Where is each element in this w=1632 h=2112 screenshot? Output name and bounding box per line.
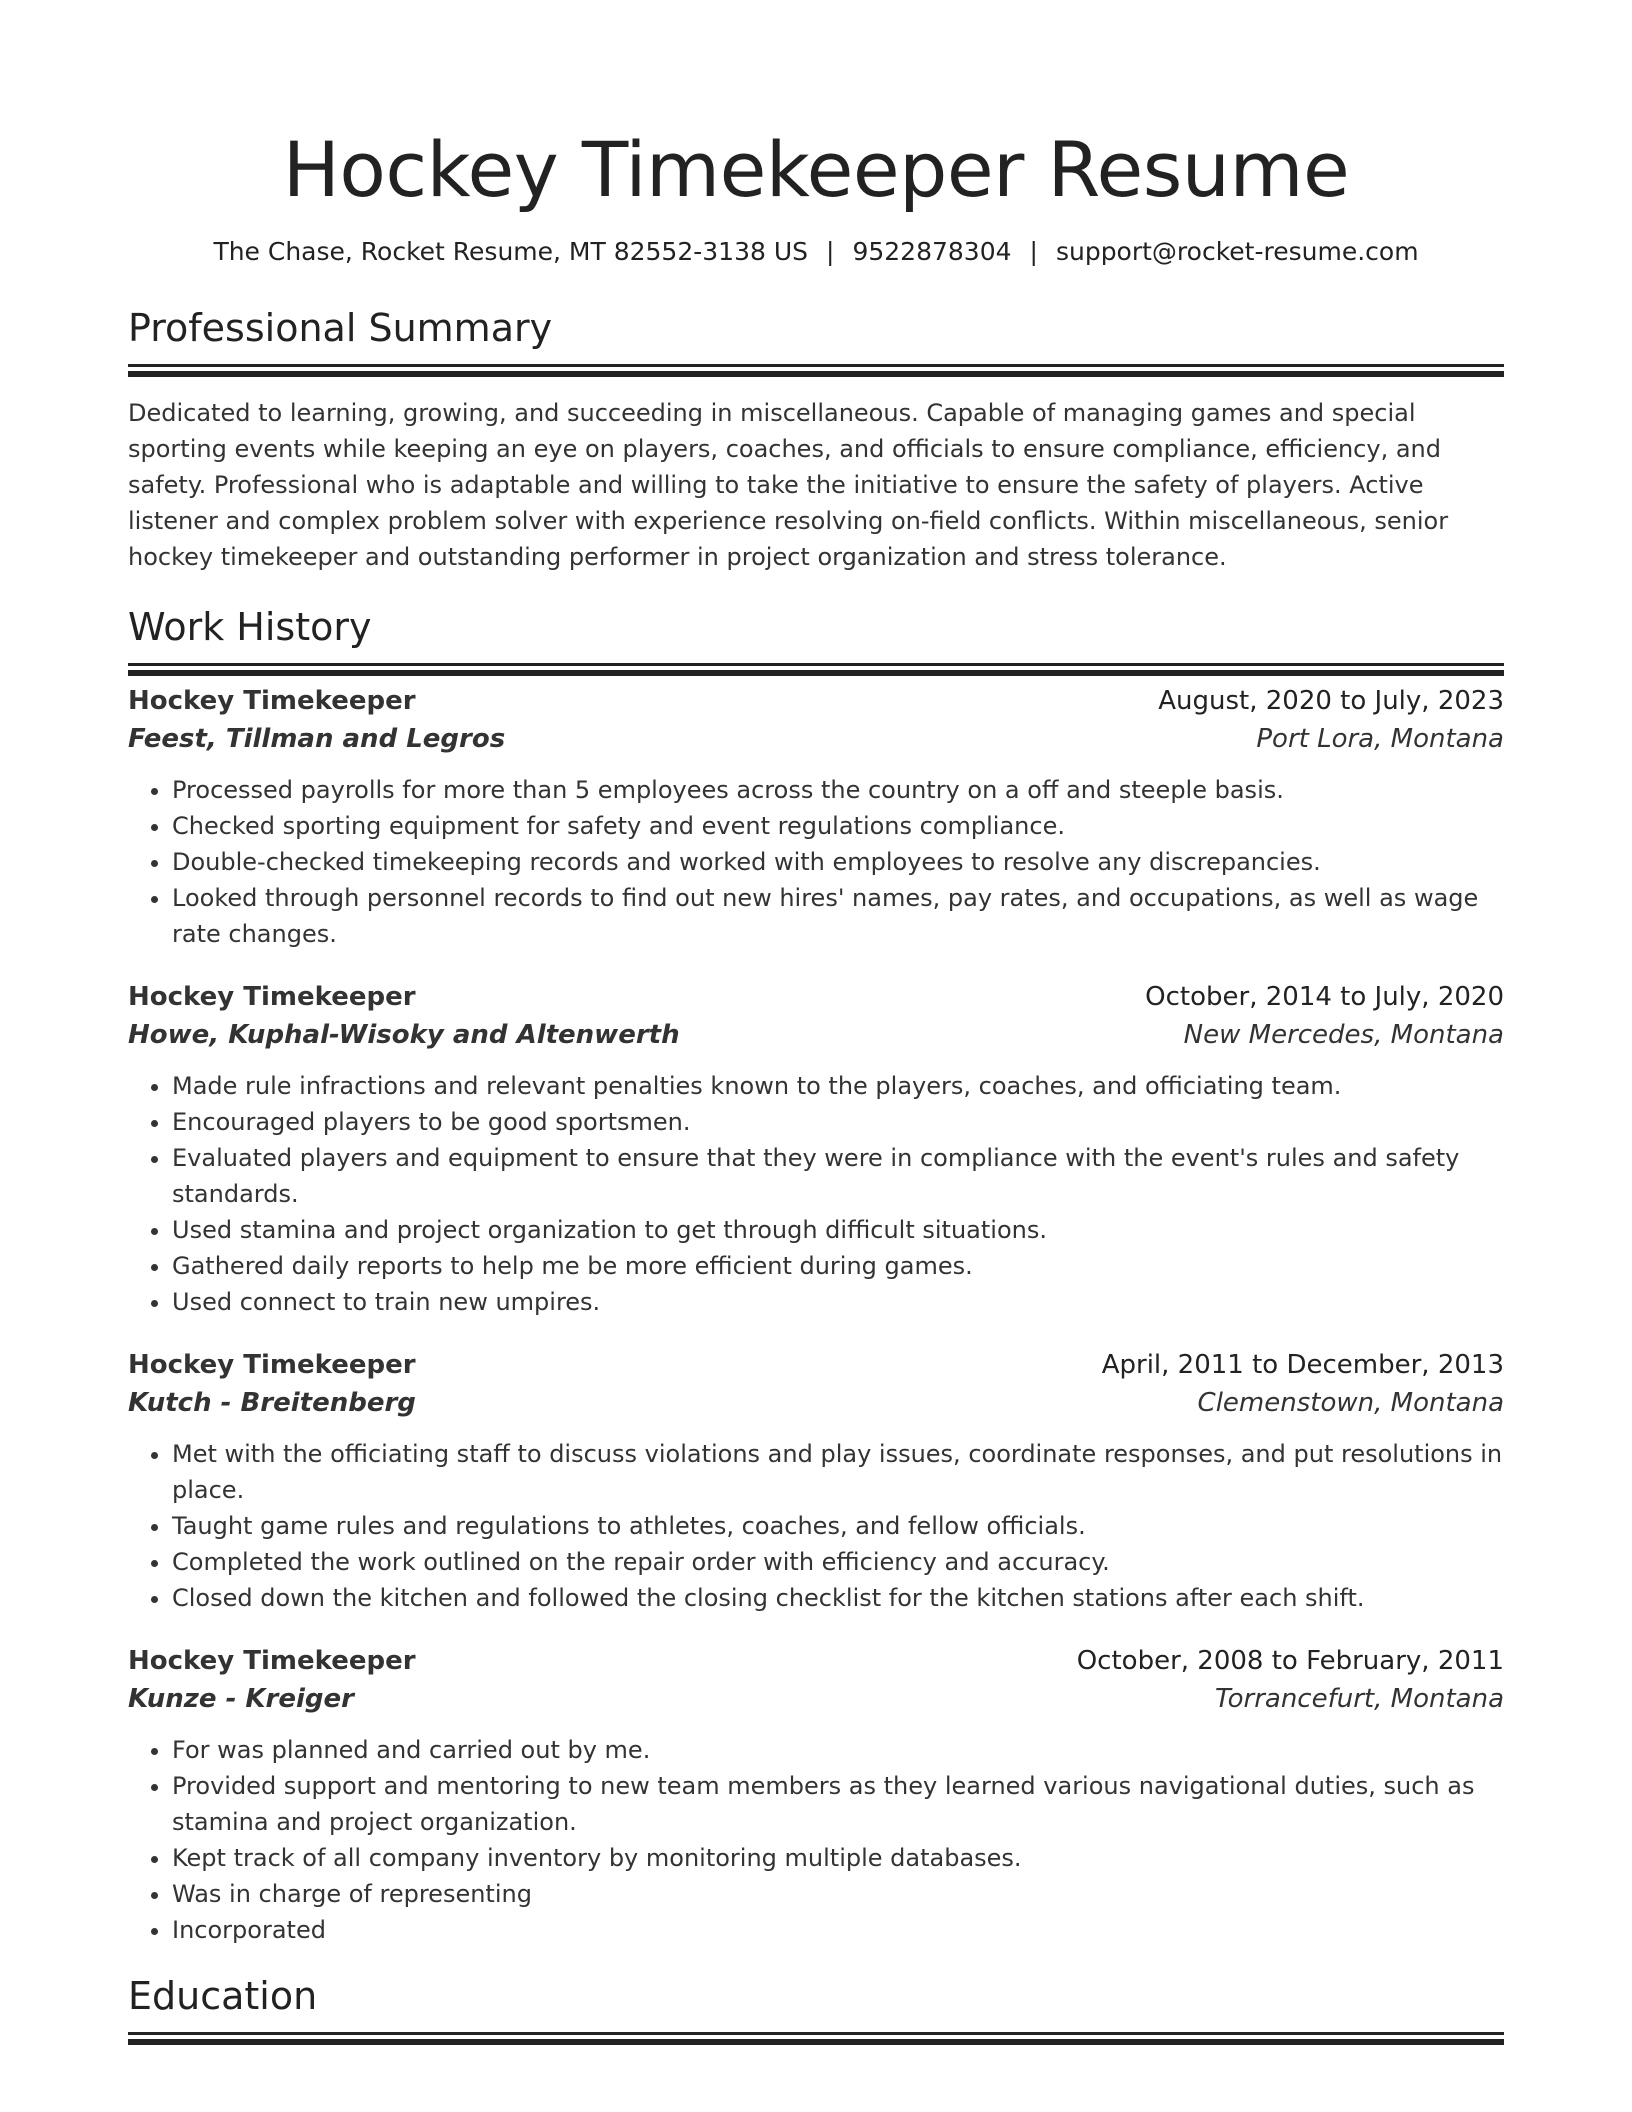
job-bullet: • Looked through personnel records to find out new hires' names, pay rates, and occupations, as well as wage rate changes. xyxy=(172,880,1504,952)
work-history-heading: Work History xyxy=(128,605,372,649)
job-company: Howe, Kuphal-Wisoky and Altenwerth xyxy=(128,1020,680,1050)
summary-heading: Professional Summary xyxy=(128,306,553,350)
education-section xyxy=(128,1970,1504,2035)
job-bullet: • Closed down the kitchen and followed the closing checklist for the kitchen stations after each shift. xyxy=(172,1580,1504,1616)
job-bullet: • Gathered daily reports to help me be more efficient during games. xyxy=(172,1248,1504,1284)
job-bullet: • Evaluated players and equipment to ensure that they were in compliance with the event's rules and safety standards. xyxy=(172,1140,1504,1212)
job-company-row xyxy=(128,720,1504,758)
job-header-row xyxy=(128,978,1504,1016)
contact-phone: 9522878304 xyxy=(852,237,1012,266)
job-bullets xyxy=(128,1732,1504,1948)
job-bullet: • Was in charge of representing xyxy=(172,1876,1504,1912)
job-bullet: • Used stamina and project organization to get through difficult situations. xyxy=(172,1212,1504,1248)
job-dates: October, 2008 to February, 2011 xyxy=(1076,1646,1504,1676)
job-dates: October, 2014 to July, 2020 xyxy=(1145,982,1504,1012)
job-title: Hockey Timekeeper xyxy=(128,982,416,1012)
job-bullet: • Double-checked timekeeping records and worked with employees to resolve any discrepancies. xyxy=(172,844,1504,880)
job-entry xyxy=(128,978,1504,1320)
summary-section xyxy=(128,302,1504,575)
job-title: Hockey Timekeeper xyxy=(128,1646,416,1676)
section-divider xyxy=(128,2032,1504,2035)
job-entry xyxy=(128,682,1504,952)
job-dates: April, 2011 to December, 2013 xyxy=(1101,1350,1504,1380)
job-entry xyxy=(128,1642,1504,1948)
job-bullet: • Encouraged players to be good sportsmen. xyxy=(172,1104,1504,1140)
job-bullet: • For was planned and carried out by me. xyxy=(172,1732,1504,1768)
education-heading: Education xyxy=(128,1974,318,2018)
job-company-row xyxy=(128,1016,1504,1054)
job-title: Hockey Timekeeper xyxy=(128,1350,416,1380)
job-location: New Mercedes, Montana xyxy=(1183,1020,1504,1050)
job-bullet: • Provided support and mentoring to new team members as they learned various navigational duties, such as stamina and project organization. xyxy=(172,1768,1504,1840)
job-bullet: • Completed the work outlined on the repair order with efficiency and accuracy. xyxy=(172,1544,1504,1580)
job-company: Kutch - Breitenberg xyxy=(128,1388,416,1418)
job-bullet: • Processed payrolls for more than 5 employees across the country on a off and steeple basis. xyxy=(172,772,1504,808)
work-history-section xyxy=(128,601,1504,1948)
job-bullet: • Kept track of all company inventory by monitoring multiple databases. xyxy=(172,1840,1504,1876)
contact-separator: | xyxy=(826,237,835,266)
summary-text: Dedicated to learning, growing, and succeeding in miscellaneous. Capable of managing games and special sporting events while keeping an eye on players, coaches, and officials to ensure compliance, efficiency, and safety. Professional who is adaptable and willing to take the initiative to ensure the safety of players. Active listener and complex problem solver with experience resolving on-field conflicts. Within miscellaneous, senior hockey timekeeper and outstanding performer in project organization and stress tolerance. xyxy=(128,399,1449,571)
job-company: Kunze - Kreiger xyxy=(128,1684,354,1714)
section-divider xyxy=(128,663,1504,666)
resume-title: Hockey Timekeeper Resume xyxy=(282,125,1350,214)
job-location: Port Lora, Montana xyxy=(1256,724,1504,754)
job-bullet: • Taught game rules and regulations to athletes, coaches, and fellow officials. xyxy=(172,1508,1504,1544)
job-company: Feest, Tillman and Legros xyxy=(128,724,506,754)
job-bullet: • Made rule infractions and relevant penalties known to the players, coaches, and officiating team. xyxy=(172,1068,1504,1104)
job-dates: August, 2020 to July, 2023 xyxy=(1158,686,1504,716)
job-header-row xyxy=(128,1642,1504,1680)
job-entry xyxy=(128,1346,1504,1616)
job-header-row xyxy=(128,682,1504,720)
contact-address: The Chase, Rocket Resume, MT 82552-3138 US xyxy=(213,237,809,266)
section-divider xyxy=(128,364,1504,367)
contact-separator: | xyxy=(1029,237,1038,266)
job-company-row xyxy=(128,1384,1504,1422)
job-company-row xyxy=(128,1680,1504,1718)
job-location: Clemenstown, Montana xyxy=(1197,1388,1504,1418)
job-bullet: • Incorporated xyxy=(172,1912,1504,1948)
job-bullet: • Used connect to train new umpires. xyxy=(172,1284,1504,1320)
job-bullets xyxy=(128,1436,1504,1616)
contact-line xyxy=(128,234,1504,270)
job-header-row xyxy=(128,1346,1504,1384)
job-title: Hockey Timekeeper xyxy=(128,686,416,716)
job-bullets xyxy=(128,772,1504,952)
job-bullets xyxy=(128,1068,1504,1320)
job-bullet: • Checked sporting equipment for safety and event regulations compliance. xyxy=(172,808,1504,844)
contact-email: support@rocket-resume.com xyxy=(1055,237,1419,266)
resume-page xyxy=(128,0,1504,2035)
job-location: Torrancefurt, Montana xyxy=(1214,1684,1504,1714)
job-bullet: • Met with the officiating staff to discuss violations and play issues, coordinate responses, and put resolutions in place. xyxy=(172,1436,1504,1508)
